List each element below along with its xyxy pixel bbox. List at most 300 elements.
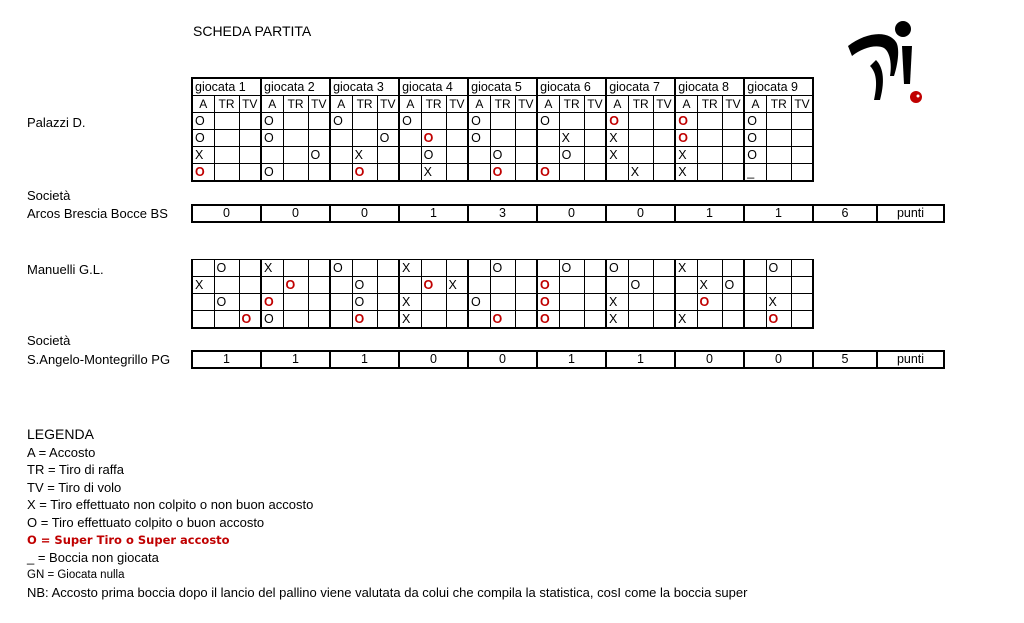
shot-cell: [584, 164, 606, 182]
shot-cell: [490, 130, 515, 147]
giocata-score: 1: [330, 351, 399, 368]
legend-item: TV = Tiro di volo: [27, 479, 122, 495]
giocata-header: giocata 3: [330, 78, 399, 96]
shot-mark: _: [747, 164, 755, 179]
super-shot-mark: O: [678, 113, 688, 128]
shot-cell: [330, 164, 352, 182]
shot-mark: O: [540, 113, 550, 128]
shot-cell: [399, 164, 421, 182]
shot-cell: [559, 130, 584, 147]
shot-mark: O: [492, 147, 503, 162]
shot-cell: [606, 164, 628, 182]
shot-mark: O: [747, 147, 757, 162]
shot-mark: O: [471, 294, 481, 309]
shot-cell: [239, 294, 261, 311]
shot-cell: [675, 130, 697, 147]
shot-cell: [352, 113, 377, 130]
shot-cell: [515, 113, 537, 130]
shot-cell: [675, 294, 697, 311]
shot-cell: [515, 164, 537, 182]
shot-cell: [675, 277, 697, 294]
shot-cell: [377, 311, 399, 329]
giocata-header: giocata 5: [468, 78, 537, 96]
shot-cell: [628, 260, 653, 277]
shot-cell: [653, 113, 675, 130]
shot-cell: [239, 164, 261, 182]
shot-cell: [697, 277, 722, 294]
shot-cell: [515, 130, 537, 147]
societa-name: Arcos Brescia Bocce BS: [27, 206, 168, 221]
shot-cell: [261, 277, 283, 294]
shot-cell: [653, 277, 675, 294]
shot-cell: [308, 260, 330, 277]
legend: [27, 426, 747, 602]
shot-cell: [537, 277, 559, 294]
shot-cell: [468, 294, 490, 311]
shot-cell: [446, 164, 468, 182]
shot-cell: [606, 260, 628, 277]
shot-cell: [628, 113, 653, 130]
bocce-player-icon: [846, 20, 934, 106]
super-shot-mark: O: [264, 294, 274, 309]
shot-type-header: TV: [653, 96, 675, 113]
shot-cell: [722, 147, 744, 164]
giocata-score: 0: [537, 205, 606, 222]
shot-cell: [515, 277, 537, 294]
shot-cell: [239, 147, 261, 164]
shot-cell: [766, 311, 791, 329]
shot-cell: [239, 130, 261, 147]
shot-cell: [283, 130, 308, 147]
shot-cell: [214, 164, 239, 182]
shot-cell: [584, 130, 606, 147]
shot-cell: [628, 294, 653, 311]
shot-cell: [421, 294, 446, 311]
shot-mark: O: [195, 113, 205, 128]
giocata-score: 0: [330, 205, 399, 222]
shot-cell: [352, 311, 377, 329]
shot-mark: X: [609, 147, 618, 162]
shot-cell: [722, 277, 744, 294]
shot-mark: X: [264, 260, 273, 275]
boccia-row: [192, 147, 813, 164]
shot-cell: [606, 147, 628, 164]
shot-mark: X: [678, 164, 687, 179]
shot-cell: [537, 294, 559, 311]
shot-cell: [214, 311, 239, 329]
shot-cell: [239, 277, 261, 294]
shot-type-header: A: [261, 96, 283, 113]
shot-cell: [766, 164, 791, 182]
shot-mark: X: [768, 294, 777, 309]
shot-cell: [283, 147, 308, 164]
super-shot-mark: O: [423, 130, 434, 145]
giocata-score: 1: [537, 351, 606, 368]
shot-cell: [697, 147, 722, 164]
shot-cell: [537, 147, 559, 164]
shot-cell: [468, 147, 490, 164]
giocata-header: giocata 7: [606, 78, 675, 96]
shot-cell: [537, 311, 559, 329]
shot-cell: [377, 164, 399, 182]
shot-cell: [584, 294, 606, 311]
shot-cell: [722, 164, 744, 182]
shot-mark: X: [678, 311, 687, 326]
shot-cell: [744, 130, 766, 147]
shot-mark: O: [333, 113, 343, 128]
shot-mark: O: [423, 147, 434, 162]
shot-cell: [399, 311, 421, 329]
super-shot-mark: O: [423, 277, 434, 292]
giocata-score: 1: [192, 351, 261, 368]
shot-cell: [330, 260, 352, 277]
societa-name: S.Angelo-Montegrillo PG: [27, 352, 171, 367]
shot-cell: [744, 113, 766, 130]
shot-mark: O: [310, 147, 321, 162]
shot-cell: [537, 260, 559, 277]
legend-item: X = Tiro effettuato non colpito o non buon accosto: [27, 497, 314, 513]
shot-cell: [239, 260, 261, 277]
super-shot-mark: O: [285, 277, 296, 292]
shot-cell: [791, 130, 813, 147]
shot-mark: O: [561, 260, 572, 275]
shot-cell: [515, 147, 537, 164]
shot-cell: [192, 130, 214, 147]
shot-cell: [352, 277, 377, 294]
shot-cell: [559, 113, 584, 130]
shot-mark: O: [264, 311, 274, 326]
shot-type-header: A: [192, 96, 214, 113]
player-name: Palazzi D.: [27, 115, 86, 130]
super-shot-mark: O: [241, 311, 252, 326]
shot-cell: [446, 260, 468, 277]
shot-cell: [421, 164, 446, 182]
shot-cell: [377, 147, 399, 164]
shot-cell: [308, 294, 330, 311]
giocata-score: 1: [744, 205, 813, 222]
shot-cell: [192, 311, 214, 329]
shot-mark: X: [609, 130, 618, 145]
shot-cell: [766, 294, 791, 311]
shot-type-header: A: [399, 96, 421, 113]
points-label: punti: [877, 351, 944, 368]
giocata-score: 0: [606, 205, 675, 222]
shot-mark: O: [216, 260, 227, 275]
shot-cell: [490, 113, 515, 130]
shot-cell: [308, 130, 330, 147]
giocata-score: 1: [606, 351, 675, 368]
shot-cell: [283, 294, 308, 311]
shot-mark: O: [354, 294, 365, 309]
shot-cell: [490, 294, 515, 311]
shot-cell: [697, 311, 722, 329]
super-shot-mark: O: [540, 164, 550, 179]
shot-mark: O: [471, 113, 481, 128]
shot-cell: [214, 147, 239, 164]
legend-heading: LEGENDA: [27, 426, 94, 442]
giocata-score: 1: [675, 205, 744, 222]
shot-mark: O: [609, 260, 619, 275]
shot-type-header: TV: [584, 96, 606, 113]
super-shot-mark: O: [540, 294, 550, 309]
shot-cell: [377, 113, 399, 130]
giocata-score: 0: [192, 205, 261, 222]
shot-cell: [261, 164, 283, 182]
shot-cell: [239, 311, 261, 329]
shot-cell: [490, 277, 515, 294]
super-shot-mark: O: [699, 294, 710, 309]
shot-cell: [468, 277, 490, 294]
scoresheet-table: [191, 77, 814, 182]
points-label: punti: [877, 205, 944, 222]
super-shot-mark: O: [492, 164, 503, 179]
shot-cell: [446, 113, 468, 130]
shot-cell: [446, 147, 468, 164]
shot-mark: O: [354, 277, 365, 292]
shot-cell: [239, 113, 261, 130]
shot-cell: [791, 147, 813, 164]
shot-mark: O: [768, 260, 779, 275]
boccia-row: [192, 164, 813, 182]
shot-cell: [214, 113, 239, 130]
shot-cell: [192, 113, 214, 130]
shot-cell: [675, 147, 697, 164]
shot-cell: [446, 294, 468, 311]
shot-cell: [697, 164, 722, 182]
shot-mark: O: [264, 130, 274, 145]
shot-type-header: TV: [239, 96, 261, 113]
shot-cell: [399, 130, 421, 147]
shot-cell: [283, 260, 308, 277]
legend-item: A = Accosto: [27, 444, 96, 460]
legend-item: TR = Tiro di raffa: [27, 462, 124, 478]
shot-cell: [722, 294, 744, 311]
giocata-score: 0: [261, 205, 330, 222]
shot-cell: [490, 260, 515, 277]
giocata-score: 0: [399, 351, 468, 368]
shot-cell: [744, 147, 766, 164]
super-shot-mark: O: [678, 130, 688, 145]
boccia-row: [192, 260, 813, 277]
player-name: Manuelli G.L.: [27, 262, 104, 277]
shot-cell: [584, 277, 606, 294]
shot-type-header: TR: [283, 96, 308, 113]
shot-cell: [722, 130, 744, 147]
shot-cell: [515, 311, 537, 329]
shot-cell: [399, 113, 421, 130]
boccia-row: [192, 311, 813, 329]
shot-cell: [744, 277, 766, 294]
shot-mark: O: [195, 130, 205, 145]
shot-type-header: TV: [308, 96, 330, 113]
shot-cell: [330, 147, 352, 164]
shot-cell: [537, 113, 559, 130]
shot-cell: [606, 294, 628, 311]
shot-type-header: A: [744, 96, 766, 113]
shot-cell: [421, 147, 446, 164]
super-shot-mark: O: [354, 164, 365, 179]
giocata-score: 0: [744, 351, 813, 368]
shot-cell: [653, 164, 675, 182]
shot-mark: X: [423, 164, 432, 179]
shot-cell: [352, 164, 377, 182]
shot-cell: [584, 113, 606, 130]
shot-cell: [352, 260, 377, 277]
super-shot-mark: O: [354, 311, 365, 326]
giocata-header: giocata 9: [744, 78, 813, 96]
shot-type-header: A: [330, 96, 352, 113]
shot-cell: [446, 277, 468, 294]
shot-mark: X: [609, 294, 618, 309]
shot-cell: [421, 311, 446, 329]
shot-cell: [515, 260, 537, 277]
shot-cell: [766, 130, 791, 147]
shot-cell: [308, 164, 330, 182]
boccia-row: [192, 277, 813, 294]
shot-mark: X: [195, 277, 204, 292]
shot-cell: [377, 277, 399, 294]
shot-cell: [559, 164, 584, 182]
shot-cell: [446, 130, 468, 147]
shot-cell: [308, 277, 330, 294]
shot-cell: [214, 294, 239, 311]
shot-mark: X: [609, 311, 618, 326]
scoresheet-table: [191, 259, 814, 329]
shot-cell: [766, 260, 791, 277]
page-title: SCHEDA PARTITA: [193, 23, 312, 39]
boccia-row: [192, 113, 813, 130]
shot-cell: [791, 311, 813, 329]
giocata-header: giocata 6: [537, 78, 606, 96]
shot-cell: [537, 130, 559, 147]
legend-item: O = Tiro effettuato colpito o buon accosto: [27, 514, 265, 530]
shot-mark: O: [747, 113, 757, 128]
shot-cell: [283, 113, 308, 130]
shot-cell: [421, 113, 446, 130]
shot-type-header: TR: [628, 96, 653, 113]
shot-cell: [330, 113, 352, 130]
giocata-header: giocata 2: [261, 78, 330, 96]
shot-type-header: TR: [559, 96, 584, 113]
giocata-header-row: [192, 78, 813, 96]
shot-mark: X: [678, 260, 687, 275]
shot-cell: [628, 311, 653, 329]
shot-mark: O: [630, 277, 641, 292]
shot-cell: [490, 164, 515, 182]
giocata-score: 0: [468, 351, 537, 368]
super-shot-mark: O: [492, 311, 503, 326]
shot-cell: [490, 147, 515, 164]
giocata-score: 1: [261, 351, 330, 368]
shot-cell: [468, 164, 490, 182]
shot-cell: [468, 260, 490, 277]
shot-type-header: TV: [791, 96, 813, 113]
shot-cell: [697, 260, 722, 277]
shot-cell: [399, 147, 421, 164]
shot-type-header: TV: [515, 96, 537, 113]
shot-type-header: TR: [421, 96, 446, 113]
societa-label: Società: [27, 188, 71, 203]
shot-cell: [791, 294, 813, 311]
shot-cell: [722, 113, 744, 130]
shot-type-header: TR: [766, 96, 791, 113]
shot-cell: [308, 113, 330, 130]
shot-cell: [261, 147, 283, 164]
shot-mark: O: [402, 113, 412, 128]
shot-cell: [584, 311, 606, 329]
shot-cell: [722, 260, 744, 277]
shot-cell: [653, 260, 675, 277]
shot-cell: [352, 147, 377, 164]
shot-cell: [584, 260, 606, 277]
shot-mark: O: [333, 260, 343, 275]
shot-cell: [744, 311, 766, 329]
shot-cell: [446, 311, 468, 329]
shot-cell: [559, 311, 584, 329]
legend-item: _ = Boccia non giocata: [27, 550, 159, 566]
shot-cell: [468, 311, 490, 329]
shot-type-header: TV: [722, 96, 744, 113]
shot-mark: O: [747, 130, 757, 145]
shot-type-header: TR: [490, 96, 515, 113]
shot-cell: [377, 294, 399, 311]
shot-type-header: TR: [697, 96, 722, 113]
shot-cell: [377, 260, 399, 277]
shot-cell: [330, 311, 352, 329]
shot-cell: [606, 130, 628, 147]
shot-cell: [653, 147, 675, 164]
giocata-score: 0: [675, 351, 744, 368]
shot-cell: [766, 147, 791, 164]
shot-cell: [559, 260, 584, 277]
shot-type-row: [192, 96, 813, 113]
shot-cell: [537, 164, 559, 182]
shot-mark: O: [561, 147, 572, 162]
shot-cell: [192, 294, 214, 311]
shot-type-header: A: [675, 96, 697, 113]
shot-mark: X: [630, 164, 640, 179]
shot-cell: [697, 130, 722, 147]
shot-mark: X: [448, 277, 457, 292]
shot-mark: O: [216, 294, 227, 309]
shot-cell: [628, 164, 653, 182]
shot-cell: [330, 294, 352, 311]
shot-cell: [330, 277, 352, 294]
shot-cell: [308, 147, 330, 164]
shot-cell: [261, 130, 283, 147]
shot-type-header: TR: [214, 96, 239, 113]
shot-cell: [584, 147, 606, 164]
shot-mark: X: [402, 294, 411, 309]
super-shot-mark: O: [540, 311, 550, 326]
shot-mark: X: [402, 311, 411, 326]
shot-cell: [675, 311, 697, 329]
shot-cell: [214, 277, 239, 294]
shot-mark: O: [264, 164, 274, 179]
shot-cell: [261, 311, 283, 329]
giocata-header: giocata 8: [675, 78, 744, 96]
super-shot-mark: O: [540, 277, 550, 292]
shot-cell: [399, 294, 421, 311]
shot-cell: [192, 277, 214, 294]
shot-cell: [653, 130, 675, 147]
shot-cell: [791, 260, 813, 277]
shot-cell: [192, 147, 214, 164]
shot-cell: [214, 130, 239, 147]
total-score: 6: [813, 205, 877, 222]
shot-cell: [352, 130, 377, 147]
shot-cell: [744, 164, 766, 182]
